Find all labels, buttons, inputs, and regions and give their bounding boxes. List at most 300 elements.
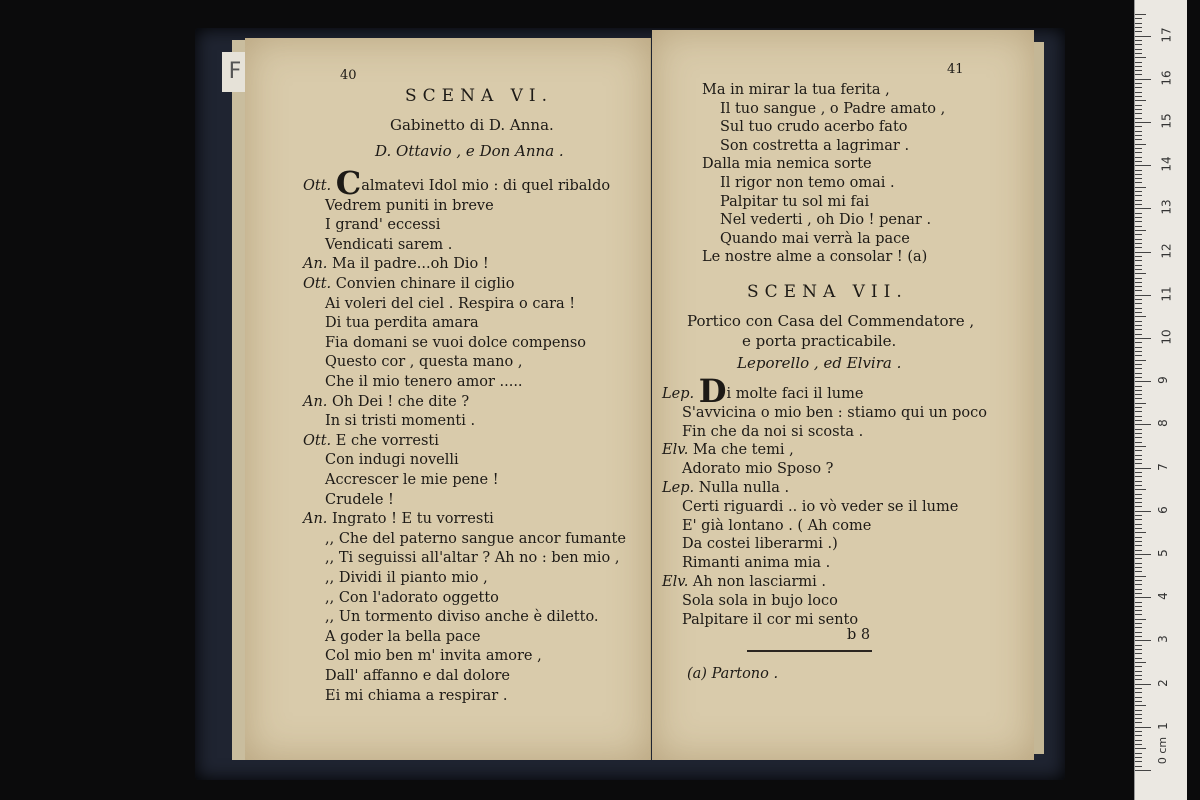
verse-text: Con indugi novelli <box>325 452 459 469</box>
ruler-tick <box>1135 584 1142 585</box>
ruler-tick <box>1135 744 1142 745</box>
verse-text: I grand' eccessi <box>325 217 441 234</box>
ruler-tick <box>1135 148 1142 149</box>
verse-line <box>682 405 987 421</box>
ruler-tick <box>1135 619 1146 620</box>
ruler-tick <box>1135 722 1142 723</box>
verse-text: Col mio ben m' invita amore , <box>325 648 542 665</box>
ruler-tick <box>1135 113 1142 114</box>
scene-title: SCENA VI. <box>405 86 554 106</box>
ruler-tick <box>1135 217 1142 218</box>
verse-line <box>682 593 838 609</box>
ruler-number: 9 <box>1155 376 1170 385</box>
verse-text: Adorato mio Sposo ? <box>682 461 834 478</box>
ruler-tick <box>1135 334 1142 335</box>
footnote: (a) Partono . <box>687 666 779 682</box>
ruler-tick <box>1135 92 1142 93</box>
verse-line <box>682 424 863 440</box>
verse-text: Vedrem puniti in breve <box>325 197 494 214</box>
ruler-tick <box>1135 118 1142 119</box>
ruler-tick <box>1135 139 1142 140</box>
verse-text: Sola sola in bujo loco <box>682 592 838 609</box>
ruler-tick <box>1135 424 1151 425</box>
ruler-number: 5 <box>1155 549 1170 557</box>
ruler-tick <box>1135 182 1142 183</box>
ruler-tick <box>1135 502 1142 503</box>
ruler-number: 15 <box>1159 113 1174 129</box>
ruler-tick <box>1135 157 1142 158</box>
ruler-tick <box>1135 649 1142 650</box>
ruler-tick <box>1135 714 1142 715</box>
verse-text: Da costei liberarmi .) <box>682 536 838 553</box>
verse-line <box>325 374 523 390</box>
ruler-tick <box>1135 195 1142 196</box>
speaker-label: Elv. <box>662 442 693 459</box>
verse-line <box>325 629 480 645</box>
verse-text: Fin che da noi si scosta . <box>682 423 864 440</box>
verse-line <box>662 372 864 410</box>
ruler-tick <box>1135 403 1146 404</box>
ruler-tick <box>1135 571 1142 572</box>
ruler-tick <box>1135 295 1151 296</box>
scene-setting-line-1: Portico con Casa del Commendatore , <box>687 312 975 330</box>
ruler-tick <box>1135 537 1142 538</box>
verse-text: Certi riguardi .. io vò veder se il lume <box>682 498 959 515</box>
verse-text: Nulla nulla . <box>698 480 790 496</box>
verse-text: Palpitare il cor mi sento <box>682 611 859 628</box>
ruler-tick <box>1135 580 1142 581</box>
verse-line: Sul tuo crudo acerbo fato <box>720 119 908 136</box>
ruler-number: 12 <box>1159 242 1174 259</box>
ruler-tick <box>1135 14 1146 15</box>
ruler-tick <box>1135 442 1142 443</box>
verse-text: Ai voleri del ciel . Respira o cara ! <box>325 295 576 312</box>
ruler-tick <box>1135 658 1142 659</box>
ruler-tick <box>1135 109 1142 110</box>
ruler-tick <box>1135 554 1151 555</box>
verse-line <box>325 590 499 606</box>
verse-line <box>303 164 611 202</box>
ruler-tick <box>1135 740 1142 741</box>
ruler-tick <box>1135 511 1151 512</box>
ruler-tick <box>1135 286 1142 287</box>
scene-setting-line-2: e porta practicabile. <box>742 332 897 350</box>
verse-text: Ma il padre...oh Dio ! <box>332 256 489 273</box>
verse-line: Ma in mirar la tua ferita , <box>702 82 890 98</box>
ruler-tick <box>1135 684 1151 685</box>
ruler-tick <box>1135 252 1151 253</box>
ruler-tick <box>1135 610 1142 611</box>
ruler-tick <box>1135 316 1146 317</box>
ruler-number: 8 <box>1155 419 1170 428</box>
verse-line <box>303 276 514 292</box>
ruler-tick <box>1135 100 1146 101</box>
ruler-tick <box>1135 239 1142 240</box>
ruler-tick <box>1135 269 1142 270</box>
ruler-tick <box>1135 636 1142 637</box>
verse-text: ,, Un tormento diviso anche è diletto. <box>325 609 599 626</box>
ruler-number: 6 <box>1155 505 1170 514</box>
ruler-tick <box>1135 62 1142 63</box>
speaker-label: Lep. <box>662 480 699 496</box>
verse-line <box>325 492 394 508</box>
verse-text: ,, Dividi il pianto mio , <box>325 570 488 586</box>
ruler-tick <box>1135 373 1142 374</box>
verse-text: Fia domani se vuoi dolce compenso <box>325 334 587 351</box>
ruler-tick <box>1135 640 1151 641</box>
ruler-tick <box>1135 450 1142 451</box>
ruler-tick <box>1135 411 1142 412</box>
ruler-tick <box>1135 757 1142 758</box>
ruler-tick <box>1135 433 1142 434</box>
speaker-label: An. <box>303 511 333 528</box>
footnote-rule <box>747 650 872 652</box>
ruler-tick <box>1135 416 1142 417</box>
ruler-tick <box>1135 96 1142 97</box>
ruler-tick <box>1135 347 1142 348</box>
ruler-tick <box>1135 321 1142 322</box>
verse-text: ,, Che del paterno sangue ancor fumante <box>325 530 626 547</box>
verse-text: ,, Con l'adorato oggetto <box>325 589 499 606</box>
ruler-tick <box>1135 338 1151 339</box>
verse-text: i molte faci il lume <box>726 386 864 402</box>
verse-text: ,, Ti seguissi all'altar ? Ah no : ben mio , <box>325 550 620 567</box>
verse-text: Convien chinare il ciglio <box>335 276 515 292</box>
ruler-tick <box>1135 463 1142 464</box>
ruler-tick <box>1135 213 1142 214</box>
ruler-tick <box>1135 66 1142 67</box>
ruler-tick <box>1135 355 1142 356</box>
verse-line <box>682 499 958 515</box>
ruler-tick <box>1135 494 1142 495</box>
ruler-tick <box>1135 563 1142 564</box>
ruler-tick <box>1135 489 1146 490</box>
ruler-tick <box>1135 390 1142 391</box>
verse-line: Il rigor non temo omai . <box>720 175 895 191</box>
ruler-tick <box>1135 735 1142 736</box>
verse-text: Ah non lasciarmi . <box>692 574 827 590</box>
ruler-number: 10 <box>1159 329 1174 345</box>
ruler-tick <box>1135 718 1142 719</box>
ruler-tick <box>1135 632 1142 633</box>
ruler-tick <box>1135 506 1142 507</box>
ruler-tick <box>1135 528 1142 529</box>
verse-line <box>325 237 452 253</box>
ruler-tick <box>1135 44 1142 45</box>
ruler-tick <box>1135 299 1142 300</box>
ruler-tick <box>1135 459 1142 460</box>
drop-capital: C <box>335 164 362 202</box>
ruler-tick <box>1135 446 1146 447</box>
ruler-tick <box>1135 602 1142 603</box>
verse-line <box>325 668 510 684</box>
ruler-tick <box>1135 727 1151 728</box>
ruler-tick <box>1135 679 1142 680</box>
scene-setting: Gabinetto di D. Anna. <box>390 116 554 134</box>
ruler-tick <box>1135 468 1151 469</box>
ruler-tick <box>1135 57 1146 58</box>
verse-line <box>662 574 826 590</box>
verse-line <box>325 531 626 547</box>
verse-line: Nel vederti , oh Dio ! penar . <box>720 212 932 229</box>
verse-line <box>682 612 858 628</box>
ruler-tick <box>1135 623 1142 624</box>
speaker-label: Ott. <box>303 178 336 194</box>
ruler-tick <box>1135 437 1142 438</box>
ruler-tick <box>1135 675 1142 676</box>
verse-text: E' già lontano . ( Ah come <box>682 517 872 534</box>
verse-text: Oh Dei ! che dite ? <box>332 393 470 410</box>
ruler-tick <box>1135 532 1146 533</box>
ruler-tick <box>1135 429 1142 430</box>
ruler-tick <box>1135 40 1142 41</box>
ruler-tick <box>1135 692 1142 693</box>
drop-capital: D <box>698 372 727 410</box>
ruler-tick <box>1135 290 1142 291</box>
verse-line <box>325 315 479 331</box>
verse-text: almatevi Idol mio : di quel ribaldo <box>361 178 611 194</box>
verse-line <box>325 335 586 351</box>
verse-text: Che il mio tenero amor ..... <box>325 374 523 390</box>
signature-mark: b 8 <box>847 627 871 643</box>
ruler-tick <box>1135 303 1142 304</box>
ruler-tick <box>1135 342 1142 343</box>
verse-text: S'avvicina o mio ben : stiamo qui un poco <box>682 404 987 421</box>
verse-line <box>325 198 494 214</box>
verse-text: Ma che temi , <box>692 442 794 459</box>
ruler-tick <box>1135 74 1142 75</box>
ruler-tick <box>1135 260 1142 261</box>
ruler-tick <box>1135 256 1142 257</box>
ruler-tick <box>1135 753 1142 754</box>
ruler-tick <box>1135 351 1142 352</box>
verse-line <box>325 217 440 233</box>
verse-line <box>325 472 499 488</box>
verse-text: Dall' affanno e dal dolore <box>325 668 511 684</box>
ruler-tick <box>1135 329 1142 330</box>
ruler-tick <box>1135 174 1142 175</box>
ruler-tick <box>1135 191 1142 192</box>
ruler-tick <box>1135 126 1142 127</box>
ruler-tick <box>1135 593 1142 594</box>
ruler-tick <box>1135 144 1146 145</box>
ruler-tick <box>1135 230 1146 231</box>
ruler-tick <box>1135 545 1142 546</box>
ruler-tick <box>1135 420 1142 421</box>
ruler-tick <box>1135 550 1142 551</box>
ruler-tick <box>1135 308 1142 309</box>
ruler-tick <box>1135 131 1142 132</box>
verse-line <box>303 433 439 449</box>
ruler-tick <box>1135 398 1142 399</box>
verse-line <box>325 570 488 586</box>
speaker-label: Lep. <box>662 386 699 402</box>
ruler-tick <box>1135 589 1142 590</box>
verse-line <box>325 413 475 429</box>
verse-line <box>662 480 789 496</box>
ruler-tick <box>1135 688 1142 689</box>
ruler-tick <box>1135 761 1142 762</box>
verse-text: Crudele ! <box>325 491 394 508</box>
ruler-tick <box>1135 31 1142 32</box>
verse-line: Palpitar tu sol mi fai <box>720 193 870 210</box>
ruler-tick <box>1135 87 1142 88</box>
page-number: 40 <box>340 68 357 83</box>
verse-line <box>303 256 489 272</box>
verse-line <box>662 442 794 458</box>
speaker-label: Elv. <box>662 574 693 590</box>
ruler-number: 2 <box>1155 678 1170 687</box>
page-edge-left <box>232 40 246 760</box>
ruler-tick <box>1135 671 1142 672</box>
ruler-tick <box>1135 653 1142 654</box>
right-page <box>652 30 1034 760</box>
ruler-number: 17 <box>1159 26 1174 43</box>
ruler-tick <box>1135 472 1142 473</box>
verse-line <box>325 648 542 664</box>
ruler-number: 13 <box>1159 199 1174 216</box>
ruler-number: 14 <box>1159 156 1174 172</box>
ruler-tick <box>1135 476 1142 477</box>
verse-line <box>325 452 459 468</box>
ruler-tick <box>1135 455 1142 456</box>
ruler-tick <box>1135 221 1142 222</box>
ruler-number: 4 <box>1155 592 1170 601</box>
verse-line <box>325 550 619 566</box>
verse-line <box>325 609 599 625</box>
ruler-tick <box>1135 697 1142 698</box>
ruler-tick <box>1135 204 1142 205</box>
ruler-number: 1 <box>1155 721 1170 730</box>
ruler-tick <box>1135 247 1142 248</box>
verse-line <box>303 511 494 527</box>
ruler-tick <box>1135 770 1151 771</box>
ruler-tick <box>1135 36 1151 37</box>
ruler-tick <box>1135 79 1151 80</box>
ruler-tick <box>1135 481 1142 482</box>
verse-text: Di tua perdita amara <box>325 315 479 332</box>
ruler-tick <box>1135 498 1142 499</box>
ruler-tick <box>1135 226 1142 227</box>
ruler-tick <box>1135 282 1142 283</box>
ruler-tick <box>1135 710 1142 711</box>
ruler-tick <box>1135 576 1146 577</box>
verse-line <box>303 394 469 410</box>
verse-text: A goder la bella pace <box>325 628 481 645</box>
ruler-number: 11 <box>1159 286 1174 302</box>
ruler-tick <box>1135 368 1142 369</box>
verse-text: Questo cor , questa mano , <box>325 354 523 371</box>
verse-text: E che vorresti <box>335 432 439 449</box>
ruler-tick <box>1135 524 1142 525</box>
ruler-tick <box>1135 597 1151 598</box>
ruler-tick <box>1135 135 1142 136</box>
ruler-tick <box>1135 407 1142 408</box>
ruler-tick <box>1135 360 1146 361</box>
ruler-number: 3 <box>1155 635 1170 644</box>
verse-line <box>682 461 833 477</box>
verse-line: Le nostre alme a consolar ! (a) <box>702 249 928 266</box>
library-stamp: F <box>222 52 248 92</box>
ruler-tick <box>1135 325 1142 326</box>
verse-line <box>682 518 871 534</box>
verse-line: Il tuo sangue , o Padre amato , <box>720 100 946 117</box>
ruler-tick <box>1135 645 1142 646</box>
ruler-tick <box>1135 748 1146 749</box>
speaker-label: An. <box>303 256 333 273</box>
verse-line <box>325 688 507 704</box>
verse-line <box>682 536 838 552</box>
verse-text: Rimanti anima mia . <box>682 555 831 572</box>
ruler-tick <box>1135 208 1151 209</box>
ruler-number: 7 <box>1155 462 1170 471</box>
verse-text: In si tristi momenti . <box>325 413 476 430</box>
scene-title: SCENA VII. <box>747 282 908 302</box>
ruler-tick <box>1135 152 1142 153</box>
ruler-tick <box>1135 70 1142 71</box>
ruler-tick <box>1135 519 1142 520</box>
ruler-number: 16 <box>1159 70 1174 86</box>
ruler-tick <box>1135 485 1142 486</box>
ruler-tick <box>1135 515 1142 516</box>
ruler-tick <box>1135 731 1142 732</box>
ruler-tick <box>1135 766 1142 767</box>
left-page <box>245 38 651 760</box>
ruler-tick <box>1135 377 1142 378</box>
verse-line <box>325 296 575 312</box>
ruler-tick <box>1135 705 1146 706</box>
ruler-tick <box>1135 18 1142 19</box>
ruler-tick <box>1135 265 1142 266</box>
ruler-tick <box>1135 278 1142 279</box>
ruler-tick <box>1135 567 1142 568</box>
ruler-tick <box>1135 200 1142 201</box>
ruler-tick <box>1135 701 1142 702</box>
ruler-tick <box>1135 558 1142 559</box>
ruler-tick <box>1135 49 1142 50</box>
ruler-tick <box>1135 627 1142 628</box>
verse-line: Son costretta a lagrimar . <box>720 137 910 154</box>
ruler-tick <box>1135 23 1142 24</box>
verse-text: Ingrato ! E tu vorresti <box>332 511 494 528</box>
ruler-tick <box>1135 364 1142 365</box>
ruler-tick <box>1135 614 1142 615</box>
ruler-tick <box>1135 662 1146 663</box>
scene-characters: D. Ottavio , e Don Anna . <box>375 142 564 160</box>
ruler-tick <box>1135 243 1142 244</box>
ruler-tick <box>1135 381 1151 382</box>
ruler-tick <box>1135 187 1146 188</box>
ruler-tick <box>1135 27 1142 28</box>
ruler-tick <box>1135 161 1142 162</box>
verse-text: Accrescer le mie pene ! <box>325 472 499 488</box>
ruler-tick <box>1135 386 1142 387</box>
ruler-tick <box>1135 178 1142 179</box>
ruler-tick <box>1135 53 1142 54</box>
ruler-unit: 0 cm <box>1156 736 1170 765</box>
ruler-tick <box>1135 165 1151 166</box>
ruler-tick <box>1135 312 1142 313</box>
ruler-tick <box>1135 105 1142 106</box>
scene-characters: Leporello , ed Elvira . <box>737 354 902 372</box>
verse-line <box>325 354 522 370</box>
ruler-tick <box>1135 83 1142 84</box>
ruler-tick <box>1135 666 1142 667</box>
ruler-tick <box>1135 170 1142 171</box>
speaker-label: Ott. <box>303 432 336 449</box>
verse-line: Dalla mia nemica sorte <box>702 156 872 173</box>
ruler-tick <box>1135 273 1146 274</box>
